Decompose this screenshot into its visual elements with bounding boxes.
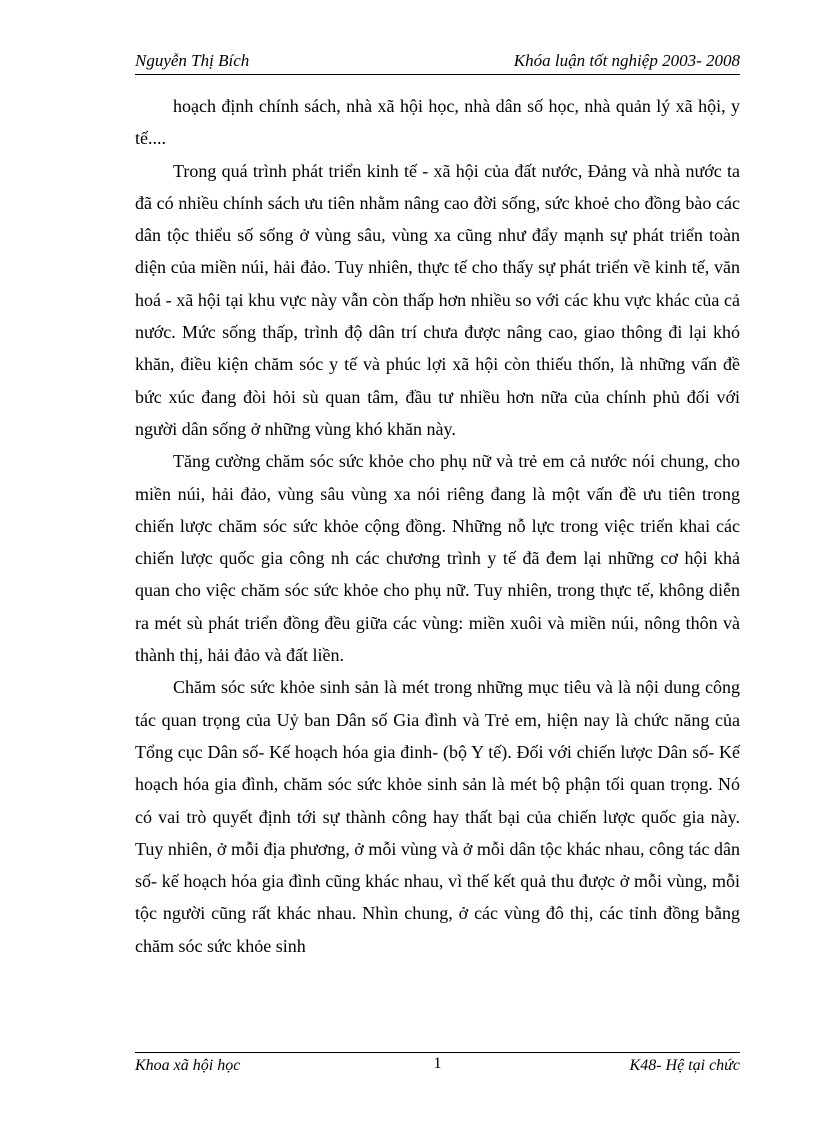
paragraph-1: hoạch định chính sách, nhà xã hội học, nhà dân số học, nhà quản lý xã hội, y tế.... (135, 96, 740, 149)
document-body (135, 90, 740, 962)
page-number: 1 (433, 1055, 442, 1072)
paragraph-4: Chăm sóc sức khỏe sinh sản là mét trong những mục tiêu và là nội dung công tác quan trọng của Uỷ ban Dân số Gia đình và Trẻ em, hiện nay là chức năng của Tổng cục Dân số- Kế hoạch hóa gia đinh- (bộ Y tế). Đối với chiến lược Dân số- Kế hoạch hóa gia đình, chăm sóc sức khỏe sinh sản là mét bộ phận tối quan trọng. Nó có vai trò quyết định tới sự thành công hay thất bại của chiến lược quốc gia này. Tuy nhiên, ở mỗi địa phương, ở mỗi vùng và ở mỗi dân tộc khác nhau, công tác dân số- kế hoạch hóa gia đình cũng khác nhau, vì thế kết quả thu được ở mỗi vùng, mỗi tộc người cũng rất khác nhau. Nhìn chung, ở các vùng đô thị, các tỉnh đồng bằng chăm sóc sức khỏe sinh (135, 677, 740, 956)
page-header (135, 48, 740, 75)
header-title: Khóa luận tốt nghiệp 2003- 2008 (513, 51, 740, 70)
header-author: Nguyễn Thị Bích (135, 51, 250, 70)
page-footer (135, 1052, 740, 1077)
footer-department: Khoa xã hội học (135, 1057, 241, 1074)
paragraph-2: Trong quá trình phát triển kinh tế - xã hội của đất nước, Đảng và nhà nước ta đã có nhiều chính sách ưu tiên nhằm nâng cao đời sống, sức khoẻ cho đồng bào các dân tộc thiểu số sống ở vùng sâu, vùng xa cũng như đẩy mạnh sự phát triển toàn diện của miền núi, hải đảo. Tuy nhiên, thực tế cho thấy sự phát triển về kinh tế, văn hoá - xã hội tại khu vực này vẫn còn thấp hơn nhiều so với các khu vực khác của cả nước. Mức sống thấp, trình độ dân trí chưa được nâng cao, giao thông đi lại khó khăn, điều kiện chăm sóc y tế và phúc lợi xã hội còn thiếu thốn, là những vấn đề bức xúc đang đòi hỏi sù quan tâm, đầu tư nhiều hơn nữa của chính phủ đối với người dân sống ở những vùng khó khăn này. (135, 160, 740, 439)
paragraph-3: Tăng cường chăm sóc sức khỏe cho phụ nữ và trẻ em cả nước nói chung, cho miền núi, hải đảo, vùng sâu vùng xa nói riêng đang là một vấn đề ưu tiên trong chiến lược chăm sóc sức khỏe cộng đồng. Những nỗ lực trong việc triển khai các chiến lược quốc gia công nh các chương trình y tế đã đem lại những cơ hội khả quan cho việc chăm sóc sức khỏe cho phụ nữ. Tuy nhiên, trong thực tế, không diễn ra mét sù phát triển đồng đều giữa các vùng: miền xuôi và miền núi, nông thôn và thành thị, hải đảo và đất liền. (135, 451, 740, 666)
footer-class: K48- Hệ tại chức (629, 1057, 740, 1074)
